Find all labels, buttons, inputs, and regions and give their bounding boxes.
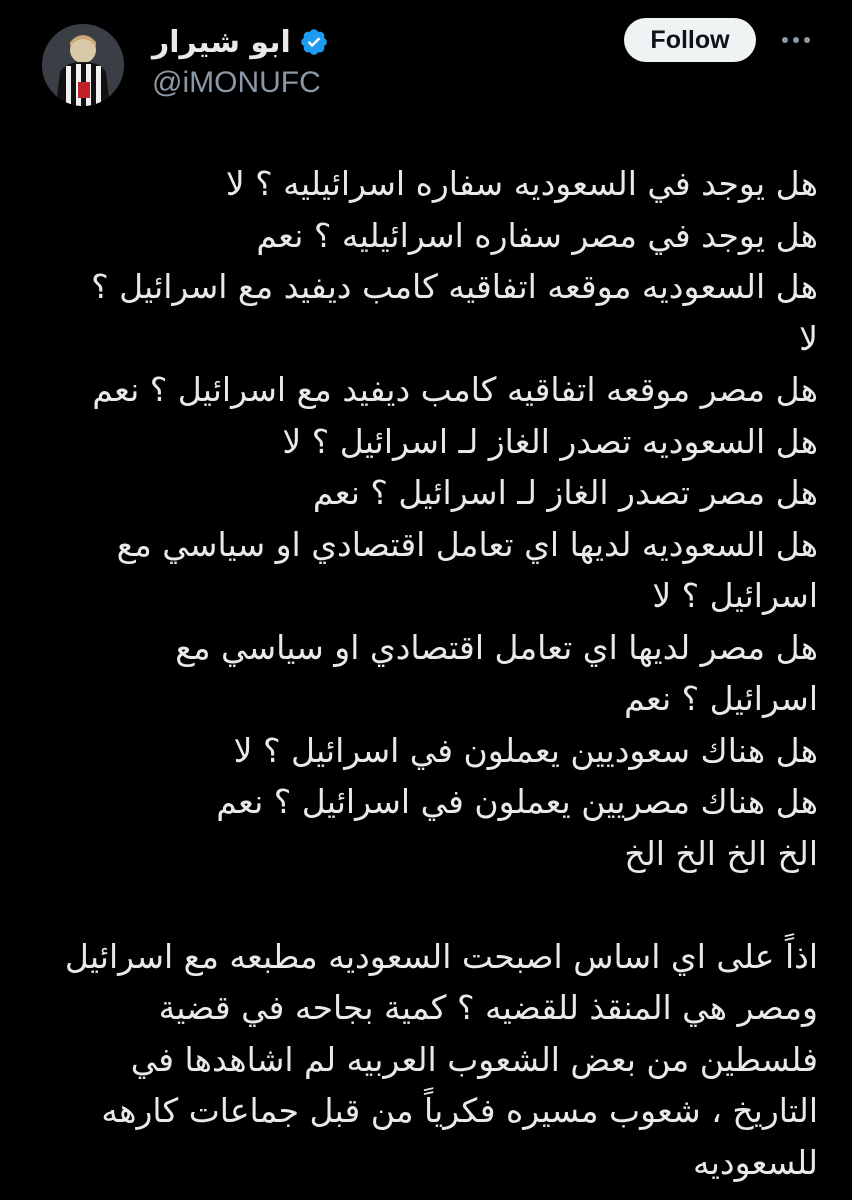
name-row (152, 22, 329, 62)
avatar[interactable] (42, 24, 124, 106)
verified-badge-icon (299, 27, 329, 57)
avatar-photo (42, 24, 124, 106)
tweet-line: الخ الخ الخ الخ (624, 833, 818, 873)
tweet-line: هل السعوديه لديها اي تعامل اقتصادي او سياسي مع (116, 524, 818, 564)
tweet-line: هل مصر موقعه اتفاقيه كامب ديفيد مع اسرائيل ؟ نعم (92, 370, 818, 409)
tweet-line: اسرائيل ؟ نعم (624, 679, 818, 718)
tweet-line: هل مصر لديها اي تعامل اقتصادي او سياسي مع (175, 627, 818, 667)
tweet-blank-line (30, 879, 818, 931)
follow-button[interactable]: Follow (624, 18, 756, 62)
tweet-header (0, 0, 852, 120)
tweet-line: هل يوجد في مصر سفاره اسرائيليه ؟ نعم (256, 215, 818, 255)
tweet-line: اذاً على اي اساس اصبحت السعوديه مطبعه مع اسرائيل (64, 936, 818, 976)
tweet-text (30, 158, 818, 1188)
user-info[interactable] (152, 22, 452, 102)
tweet-line: اسرائيل ؟ لا (652, 576, 818, 615)
tweet-line: هل السعوديه تصدر الغاز لـ اسرائيل ؟ لا (282, 421, 818, 461)
tweet-line: هل هناك سعوديين يعملون في اسرائيل ؟ لا (233, 730, 818, 770)
tweet-line: لا (799, 318, 818, 358)
tweet-line: ومصر هي المنقذ للقضيه ؟ كمية بجاحه في قضية (158, 988, 818, 1027)
more-options-icon[interactable] (778, 26, 814, 54)
display-name[interactable]: ابو شيرار (152, 24, 291, 60)
tweet-line: هل هناك مصريين يعملون في اسرائيل ؟ نعم (216, 782, 818, 821)
tweet-line: فلسطين من بعض الشعوب العربيه لم اشاهدها في (130, 1039, 818, 1079)
tweet-line: هل السعوديه موقعه اتفاقيه كامب ديفيد مع اسرائيل ؟ (91, 267, 818, 306)
tweet-line: هل يوجد في السعوديه سفاره اسرائيليه ؟ لا (225, 164, 818, 203)
tweet-line: للسعوديه (693, 1142, 818, 1182)
tweet-line: التاريخ ، شعوب مسيره فكرياً من قبل جماعات كارهه (101, 1091, 818, 1130)
user-handle[interactable]: @iMONUFC (152, 66, 321, 99)
tweet-line: هل مصر تصدر الغاز لـ اسرائيل ؟ نعم (312, 473, 818, 512)
